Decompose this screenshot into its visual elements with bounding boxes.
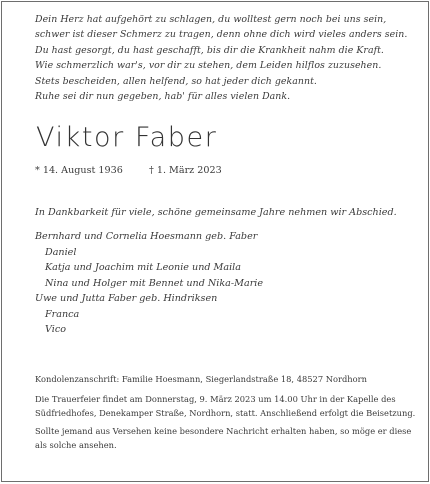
mourner-member: Katja und Joachim mit Leonie und Maila <box>45 262 241 274</box>
poem-line: Dein Herz hat aufgehört zu schlagen, du wolltest gern noch bei uns sein, <box>35 14 387 25</box>
poem-line: Du hast gesorgt, du hast geschafft, bis dir die Krankheit nahm die Kraft. <box>35 44 384 56</box>
mourner-family: Uwe und Jutta Faber geb. Hindriksen <box>35 293 218 305</box>
mourner-family: Bernhard und Cornelia Hoesmann geb. Faber <box>35 231 258 243</box>
notification-disclaimer: Sollte jemand aus Versehen keine besondere Nachricht erhalten haben, so möge er diese als solche ansehen. <box>35 426 412 450</box>
birth-date: * 14. August 1936 <box>35 165 123 177</box>
life-dates <box>35 164 416 178</box>
obituary-notice <box>1 1 429 482</box>
poem-line: Wie schmerzlich war's, vor dir zu stehen, dem Leiden hilflos zuzusehen. <box>35 60 382 72</box>
deceased-name: Viktor Faber <box>36 122 218 154</box>
death-date: † 1. März 2023 <box>149 165 222 177</box>
ceremony-info: Die Trauerfeier findet am Donnerstag, 9. März 2023 um 14.00 Uhr in der Kapelle des Südfriedhofes, Denekamper Straße, Nordhorn, statt. Anschließend erfolgt die Beisetzung. <box>35 394 416 418</box>
mourner-member: Daniel <box>45 246 77 258</box>
poem-line: Ruhe sei dir nun gegeben, hab' für alles vielen Dank. <box>35 91 291 103</box>
notice-details <box>35 372 418 456</box>
mourner-member: Franca <box>45 308 80 320</box>
memorial-poem <box>35 12 416 104</box>
condolence-address: Kondolenzanschrift: Familie Hoesmann, Siegerlandstraße 18, 48527 Nordhorn <box>35 374 367 384</box>
poem-line: schwer ist dieser Schmerz zu tragen, denn ohne dich wird vieles anders sein. <box>35 29 408 41</box>
mourners-list <box>35 229 416 338</box>
mourner-member: Vico <box>45 324 66 336</box>
poem-line: Stets bescheiden, allen helfend, so hat jeder dich gekannt. <box>35 75 317 87</box>
mourner-member: Nina und Holger mit Bennet und Nika-Marie <box>45 277 264 289</box>
farewell-statement: In Dankbarkeit für viele, schöne gemeinsame Jahre nehmen wir Abschied. <box>35 207 397 219</box>
